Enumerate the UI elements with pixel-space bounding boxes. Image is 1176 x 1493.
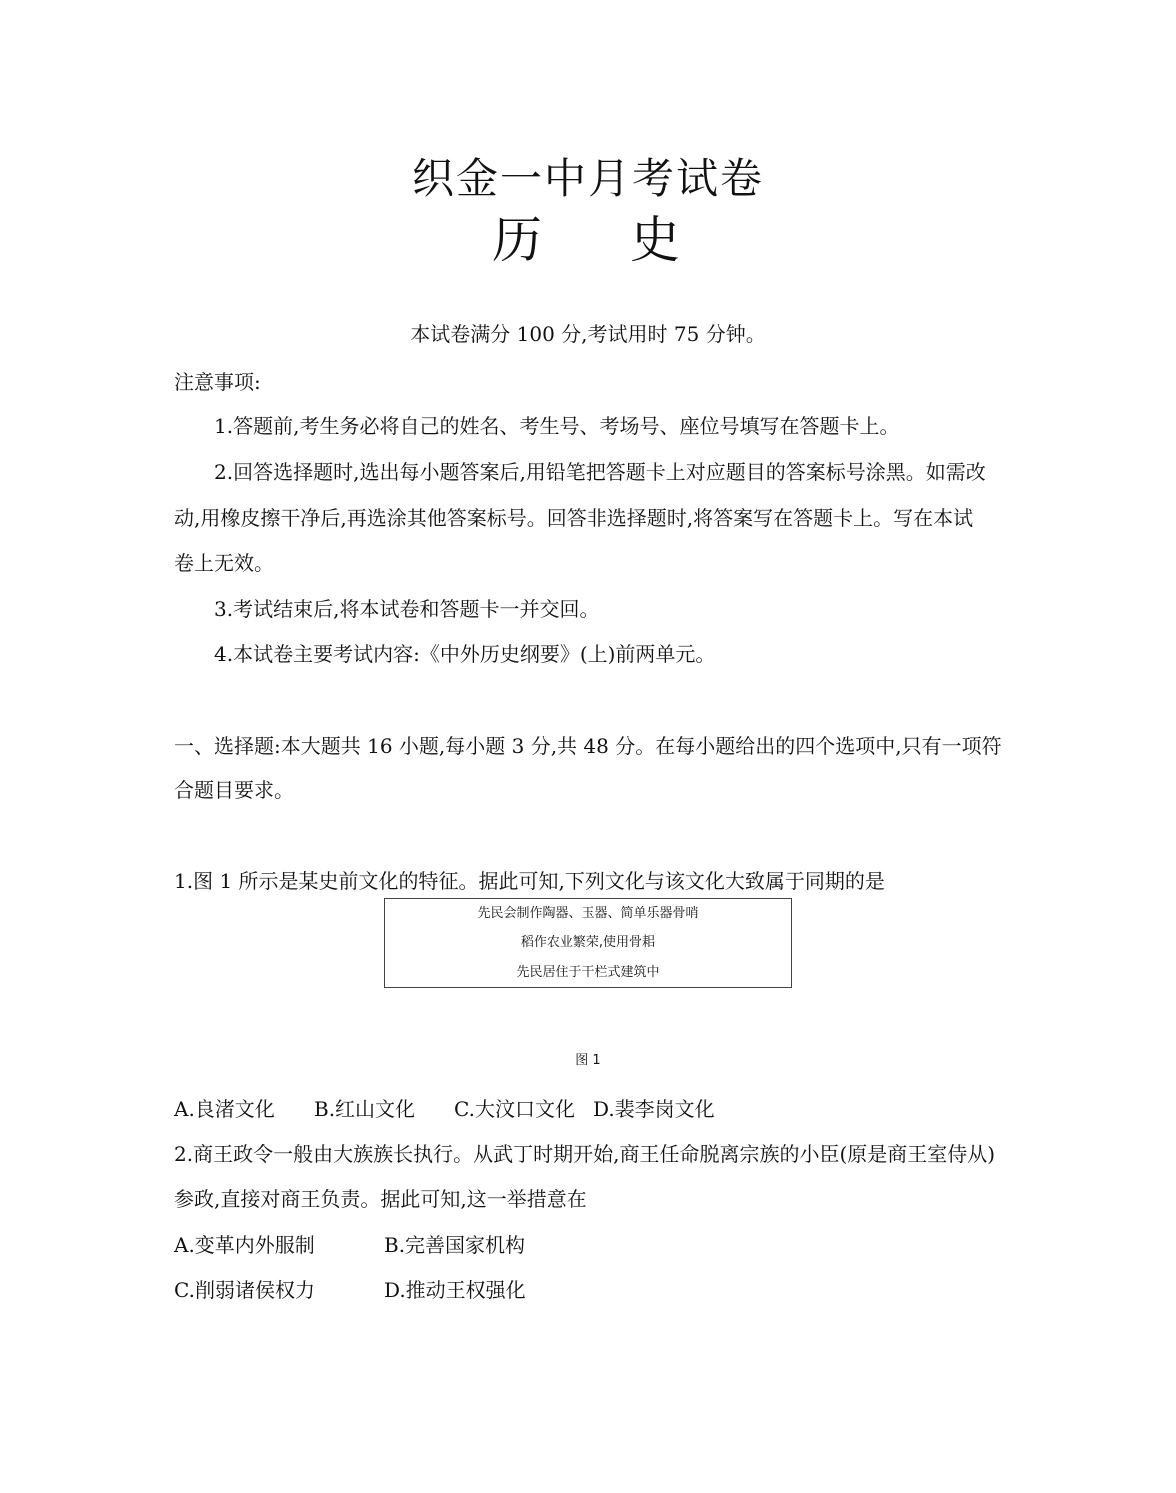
notice-item-4: 4.本试卷主要考试内容:《中外历史纲要》(上)前两单元。 — [214, 642, 716, 666]
notice-item-2-line-1: 2.回答选择题时,选出每小题答案后,用铅笔把答题卡上对应题目的答案标号涂黑。如需改 — [214, 460, 986, 484]
figure-1-line: 先民居住于干栏式建筑中 — [516, 965, 660, 980]
question-2-option-c: C.削弱诸侯权力 — [174, 1278, 315, 1302]
question-2-stem-line-2: 参政,直接对商王负责。据此可知,这一举措意在 — [174, 1187, 587, 1211]
question-2-option-b: B.完善国家机构 — [384, 1233, 526, 1257]
section-1-heading-line-1: 一、选择题:本大题共 16 小题,每小题 3 分,共 48 分。在每小题给出的四个选项中,只有一项符 — [174, 734, 1002, 758]
figure-1-line: 先民会制作陶器、玉器、简单乐器骨哨 — [477, 906, 699, 921]
notice-item-2-line-2: 动,用橡皮擦干净后,再选涂其他答案标号。回答非选择题时,将答案写在答题卡上。写在本试 — [174, 506, 974, 530]
section-1-heading-line-2: 合题目要求。 — [174, 778, 294, 802]
figure-1-caption: 图 1 — [575, 1053, 601, 1068]
notice-item-1: 1.答题前,考生务必将自己的姓名、考生号、考场号、座位号填写在答题卡上。 — [214, 414, 900, 438]
exam-title: 织金一中月考试卷 — [411, 154, 764, 203]
question-1-option-a: A.良渚文化 — [174, 1097, 275, 1121]
question-2-option-a: A.变革内外服制 — [174, 1233, 315, 1257]
subject-char-1: 历 — [492, 211, 542, 269]
question-2-stem-line-1: 2.商王政令一般由大族族长执行。从武丁时期开始,商王任命脱离宗族的小臣(原是商王室侍从) — [174, 1142, 996, 1166]
figure-1-line: 稻作农业繁荣,使用骨耜 — [520, 935, 656, 950]
notice-heading: 注意事项: — [174, 370, 261, 394]
question-2-option-d: D.推动王权强化 — [384, 1278, 526, 1302]
score-line: 本试卷满分 100 分,考试用时 75 分钟。 — [410, 322, 766, 346]
question-1-option-d: D.裴李岗文化 — [593, 1097, 715, 1121]
question-1-option-c: C.大汶口文化 — [454, 1097, 575, 1121]
notice-item-3: 3.考试结束后,将本试卷和答题卡一并交回。 — [214, 597, 600, 621]
question-1-option-b: B.红山文化 — [314, 1097, 416, 1121]
notice-item-2-line-3: 卷上无效。 — [174, 551, 274, 575]
figure-1-box — [384, 898, 792, 988]
question-1-stem: 1.图 1 所示是某史前文化的特征。据此可知,下列文化与该文化大致属于同期的是 — [174, 869, 885, 893]
subject-char-2: 史 — [630, 211, 680, 269]
